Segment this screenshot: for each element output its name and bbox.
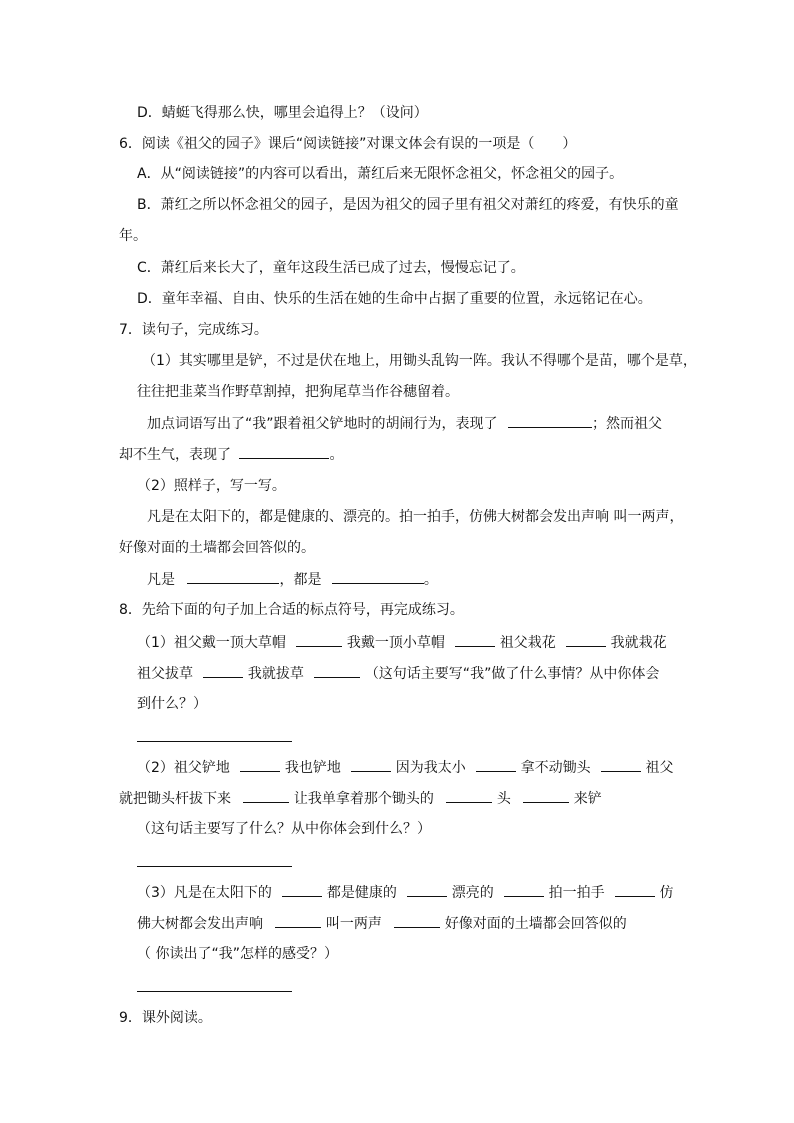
q7-p2-heading: （2）照样子，写一写。 xyxy=(137,478,286,494)
q8-s3-text: （3）凡是在太阳下的 xyxy=(137,885,272,901)
punctuation-blank[interactable] xyxy=(615,882,655,897)
punctuation-blank[interactable] xyxy=(476,757,516,772)
answer-blank[interactable] xyxy=(332,569,424,584)
q8-s1-line3: 到什么？） xyxy=(137,696,207,712)
q8-s3-answer-line[interactable] xyxy=(137,991,292,992)
q8-s2-text-9: 来铲 xyxy=(573,791,602,807)
q8-s2-text-2: 我也铲地 xyxy=(284,760,341,776)
q6-stem: 6．阅读《祖父的园子》课后“阅读链接”对课文体会有误的一项是（ ） xyxy=(119,136,577,152)
punctuation-blank[interactable] xyxy=(275,913,321,928)
q8-s2-text-7: 让我单拿着那个锄头的 xyxy=(293,791,434,807)
q7-p1-question-text: 加点词语写出了“我”跟着祖父铲地时的胡闹行为，表现了 xyxy=(147,416,498,432)
q8-s2-text-6: 就把锄头杆拔下来 xyxy=(119,791,231,807)
q8-s3-text-6: 佛大树都会发出声响 xyxy=(137,916,263,932)
q8-s1-text-7: （这句话主要写“我”做了什么事情？从中你体会 xyxy=(364,666,660,682)
q7-stem: 7．读句子，完成练习。 xyxy=(119,322,268,338)
q8-s1-text-6: 我就拔草 xyxy=(247,666,304,682)
q8-s1-line1 xyxy=(137,632,667,653)
q7-p1-question xyxy=(147,413,662,434)
punctuation-blank[interactable] xyxy=(407,882,447,897)
q7-p2-example-cont: 好像对面的土墙都会回答似的。 xyxy=(119,540,315,556)
q8-s2-line3: （这句话主要写了什么？从中你体会到什么？） xyxy=(137,821,431,837)
q6-option-b-cont: 年。 xyxy=(119,228,147,244)
q7-p2-exercise-text-3: 。 xyxy=(423,572,438,588)
q8-s3-line3: （ 你读出了“我”怎样的感受？） xyxy=(137,946,338,962)
punctuation-blank[interactable] xyxy=(240,757,280,772)
q8-s1-text-3: 祖父栽花 xyxy=(499,635,556,651)
answer-blank[interactable] xyxy=(239,444,329,459)
q7-p1-question-text-4: 。 xyxy=(329,447,344,463)
punctuation-blank[interactable] xyxy=(504,882,544,897)
q8-s2-text-3: 因为我太小 xyxy=(395,760,466,776)
q7-p2-exercise-text: 凡是 xyxy=(147,572,175,588)
q8-s3-text-2: 都是健康的 xyxy=(326,885,397,901)
q6-option-b: B．萧红之所以怀念祖父的园子，是因为祖父的园子里有祖父对萧红的疼爱，有快乐的童 xyxy=(137,197,679,213)
q8-s3-line2 xyxy=(137,913,627,934)
q5-option-d: D．蜻蜓飞得那么快，哪里会追得上？（设问） xyxy=(137,105,428,121)
q8-s2-answer-line[interactable] xyxy=(137,866,292,867)
q6-option-a: A．从“阅读链接”的内容可以看出，萧红后来无限怀念祖父，怀念祖父的园子。 xyxy=(137,166,624,182)
q7-p1-question-cont xyxy=(119,444,343,465)
punctuation-blank[interactable] xyxy=(446,788,492,803)
q8-s2-line1 xyxy=(137,757,674,778)
q8-s1-line2 xyxy=(137,663,659,684)
q8-stem: 8．先给下面的句子加上合适的标点符号，再完成练习。 xyxy=(119,602,464,618)
q8-s2-line2 xyxy=(119,788,602,809)
q8-s3-text-4: 拍一拍手 xyxy=(548,885,605,901)
q8-s2-text-8: 头 xyxy=(496,791,511,807)
q8-s3-line1 xyxy=(137,882,674,903)
q8-s1-text-4: 我就栽花 xyxy=(610,635,667,651)
q7-p1-question-text-3: 却不生气，表现了 xyxy=(119,447,231,463)
q7-p1-question-text-2: ；然而祖父 xyxy=(591,416,662,432)
q7-p2-exercise-text-2: ，都是 xyxy=(279,572,322,588)
punctuation-blank[interactable] xyxy=(351,757,391,772)
answer-blank[interactable] xyxy=(508,413,592,428)
q6-option-d: D．童年幸福、自由、快乐的生活在她的生命中占据了重要的位置，永远铭记在心。 xyxy=(137,291,652,307)
answer-blank[interactable] xyxy=(187,569,279,584)
q8-s1-answer-line[interactable] xyxy=(137,741,292,742)
q8-s3-text-8: 好像对面的土墙都会回答似的 xyxy=(444,916,627,932)
punctuation-blank[interactable] xyxy=(296,632,342,647)
punctuation-blank[interactable] xyxy=(394,913,440,928)
q6-option-c: C．萧红后来长大了，童年这段生活已成了过去，慢慢忘记了。 xyxy=(137,260,525,276)
punctuation-blank[interactable] xyxy=(203,663,243,678)
q8-s1-text-2: 我戴一顶小草帽 xyxy=(346,635,445,651)
q8-s3-text-5: 仿 xyxy=(659,885,674,901)
punctuation-blank[interactable] xyxy=(566,632,606,647)
q8-s2-text: （2）祖父铲地 xyxy=(137,760,230,776)
punctuation-blank[interactable] xyxy=(523,788,569,803)
q8-s2-text-5: 祖父 xyxy=(645,760,674,776)
punctuation-blank[interactable] xyxy=(243,788,289,803)
q8-s3-text-7: 叫一两声 xyxy=(325,916,382,932)
q7-p1-passage: （1）其实哪里是铲，不过是伏在地上，用锄头乱钩一阵。我认不得哪个是苗，哪个是草， xyxy=(142,353,697,369)
q7-p2-exercise xyxy=(147,569,438,590)
q8-s1-text-5: 祖父拔草 xyxy=(137,666,193,682)
q8-s3-text-3: 漂亮的 xyxy=(451,885,494,901)
punctuation-blank[interactable] xyxy=(282,882,322,897)
q7-p2-example: 凡是在太阳下的，都是健康的、漂亮的。拍一拍手，仿佛大树都会发出声响 叫一两声， xyxy=(147,509,684,525)
punctuation-blank[interactable] xyxy=(314,663,360,678)
q8-s2-text-4: 拿不动锄头 xyxy=(520,760,591,776)
punctuation-blank[interactable] xyxy=(455,632,495,647)
q7-p1-passage-cont: 往往把韭菜当作野草割掉，把狗尾草当作谷穗留着。 xyxy=(137,384,459,400)
q8-s1-text: （1）祖父戴一顶大草帽 xyxy=(137,635,286,651)
q9-stem: 9．课外阅读。 xyxy=(119,1010,212,1026)
punctuation-blank[interactable] xyxy=(601,757,641,772)
